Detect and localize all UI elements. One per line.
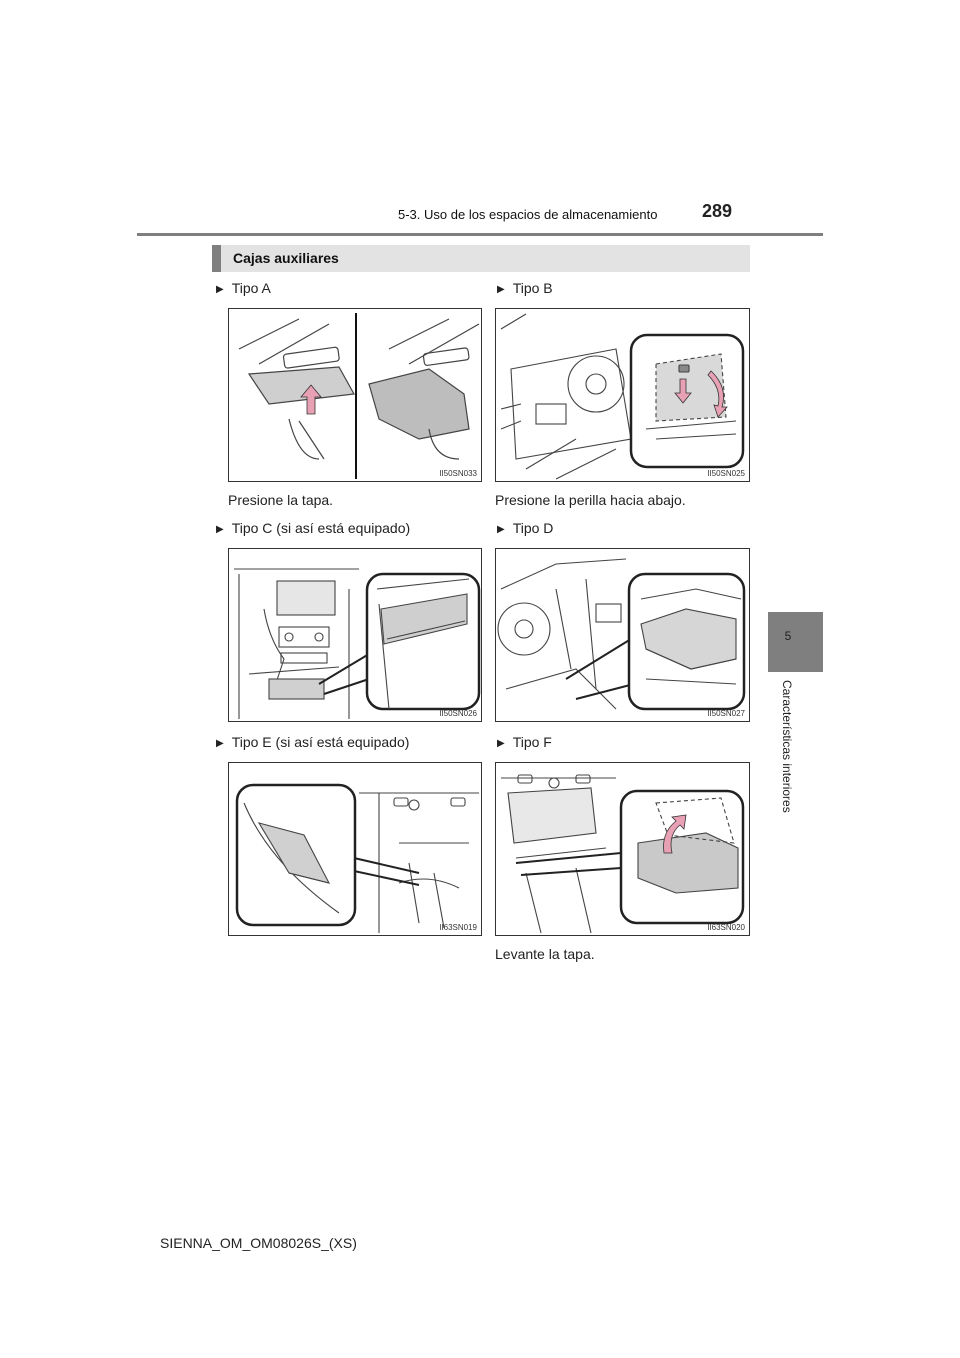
- page-number: 289: [702, 201, 733, 221]
- section-heading-bar: [212, 245, 750, 272]
- triangle-bullet-icon: ▶: [497, 738, 505, 749]
- header-rule: [137, 233, 823, 236]
- chapter-title: Características interiores: [780, 680, 794, 813]
- caption-type-f: Levante la tapa.: [495, 946, 595, 962]
- figure-type-f: [495, 762, 750, 936]
- figure-type-e: [228, 762, 482, 936]
- figure-code: II50SN025: [707, 469, 745, 478]
- section-title: Cajas auxiliares: [233, 250, 339, 266]
- type-e-label: ▶ Tipo E (si así está equipado): [216, 734, 410, 750]
- figure-code: II63SN019: [439, 923, 477, 932]
- figure-code: II63SN020: [707, 923, 745, 932]
- dashboard-glovebox-illustration-icon: [496, 309, 750, 482]
- triangle-bullet-icon: ▶: [216, 284, 224, 295]
- figure-type-a: [228, 308, 482, 482]
- type-d-label: ▶ Tipo D: [497, 520, 554, 536]
- caption-type-a: Presione la tapa.: [228, 492, 334, 508]
- document-footer: SIENNA_OM_OM08026S_(XS): [160, 1235, 357, 1251]
- triangle-bullet-icon: ▶: [216, 738, 224, 749]
- triangle-bullet-icon: ▶: [216, 524, 224, 535]
- lower-dash-tray-illustration-icon: [496, 549, 750, 722]
- figure-type-d: [495, 548, 750, 722]
- chapter-number: 5: [784, 629, 792, 643]
- running-header: 5-3. Uso de los espacios de almacenamiento: [398, 207, 658, 222]
- type-b-label: ▶ Tipo B: [497, 280, 553, 296]
- rear-side-panel-illustration-icon: [229, 763, 482, 936]
- figure-code: II50SN027: [707, 709, 745, 718]
- figure-code: II50SN033: [439, 469, 477, 478]
- figure-type-b: [495, 308, 750, 482]
- armrest-console-illustration-icon: [496, 763, 750, 936]
- type-a-label: ▶ Tipo A: [216, 280, 271, 296]
- type-c-label: ▶ Tipo C (si así está equipado): [216, 520, 411, 536]
- center-console-illustration-icon: [229, 549, 482, 722]
- triangle-bullet-icon: ▶: [497, 524, 505, 535]
- figure-type-c: [228, 548, 482, 722]
- caption-type-b: Presione la perilla hacia abajo.: [495, 492, 686, 508]
- triangle-bullet-icon: ▶: [497, 284, 505, 295]
- type-f-label: ▶ Tipo F: [497, 734, 552, 750]
- figure-code: II50SN026: [439, 709, 477, 718]
- overhead-console-illustration-icon: [229, 309, 482, 482]
